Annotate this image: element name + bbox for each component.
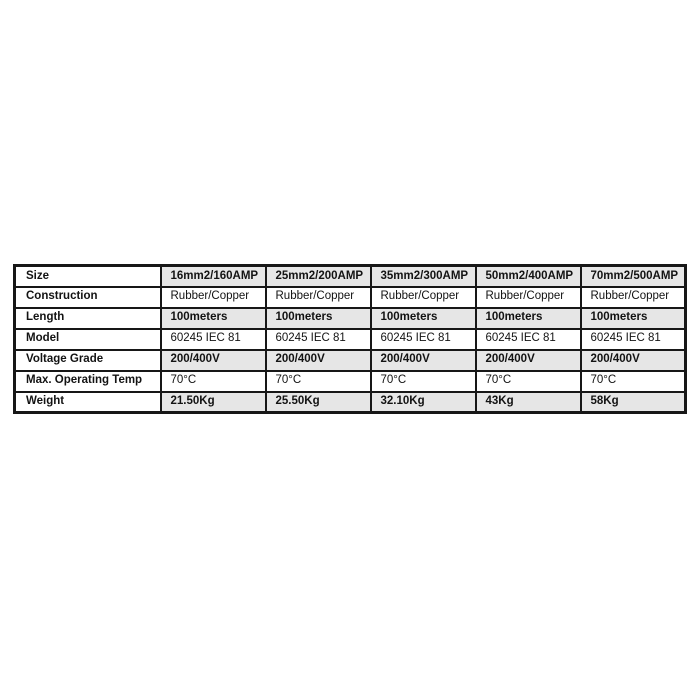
table-cell: 200/400V xyxy=(581,350,686,371)
table-cell: 70°C xyxy=(371,371,476,392)
table-cell: Rubber/Copper xyxy=(476,287,581,308)
table-cell: 100meters xyxy=(371,308,476,329)
table-cell: 70°C xyxy=(581,371,686,392)
table-row-construction xyxy=(15,287,686,308)
column-header: 50mm2/400AMP xyxy=(476,266,581,287)
table-cell: 32.10Kg xyxy=(371,392,476,413)
table-cell: 60245 IEC 81 xyxy=(476,329,581,350)
row-label: Max. Operating Temp xyxy=(15,371,161,392)
table-cell: 58Kg xyxy=(581,392,686,413)
table-cell: 200/400V xyxy=(266,350,371,371)
row-label: Length xyxy=(15,308,161,329)
table-cell: 100meters xyxy=(581,308,686,329)
table-cell: 200/400V xyxy=(161,350,266,371)
column-header: 25mm2/200AMP xyxy=(266,266,371,287)
table-cell: 100meters xyxy=(266,308,371,329)
table-row-weight xyxy=(15,392,686,413)
column-header: 16mm2/160AMP xyxy=(161,266,266,287)
table-cell: 43Kg xyxy=(476,392,581,413)
table-cell: 25.50Kg xyxy=(266,392,371,413)
column-header: 70mm2/500AMP xyxy=(581,266,686,287)
table-cell: 70°C xyxy=(476,371,581,392)
row-label: Voltage Grade xyxy=(15,350,161,371)
table-cell: 60245 IEC 81 xyxy=(581,329,686,350)
spec-table xyxy=(13,264,687,414)
table-cell: 70°C xyxy=(161,371,266,392)
table-cell: 60245 IEC 81 xyxy=(371,329,476,350)
row-label: Model xyxy=(15,329,161,350)
row-label: Construction xyxy=(15,287,161,308)
spec-table-container xyxy=(13,264,684,414)
table-row-max-operating-temp xyxy=(15,371,686,392)
table-row-voltage-grade xyxy=(15,350,686,371)
table-cell: Rubber/Copper xyxy=(581,287,686,308)
table-cell: 200/400V xyxy=(476,350,581,371)
column-header: 35mm2/300AMP xyxy=(371,266,476,287)
table-cell: 100meters xyxy=(476,308,581,329)
row-label: Size xyxy=(15,266,161,287)
table-row-model xyxy=(15,329,686,350)
table-cell: 70°C xyxy=(266,371,371,392)
table-cell: 200/400V xyxy=(371,350,476,371)
table-cell: 60245 IEC 81 xyxy=(266,329,371,350)
table-row-length xyxy=(15,308,686,329)
table-cell: 21.50Kg xyxy=(161,392,266,413)
row-label: Weight xyxy=(15,392,161,413)
table-cell: 60245 IEC 81 xyxy=(161,329,266,350)
table-cell: Rubber/Copper xyxy=(371,287,476,308)
table-cell: Rubber/Copper xyxy=(266,287,371,308)
table-cell: 100meters xyxy=(161,308,266,329)
table-cell: Rubber/Copper xyxy=(161,287,266,308)
table-row-size xyxy=(15,266,686,287)
